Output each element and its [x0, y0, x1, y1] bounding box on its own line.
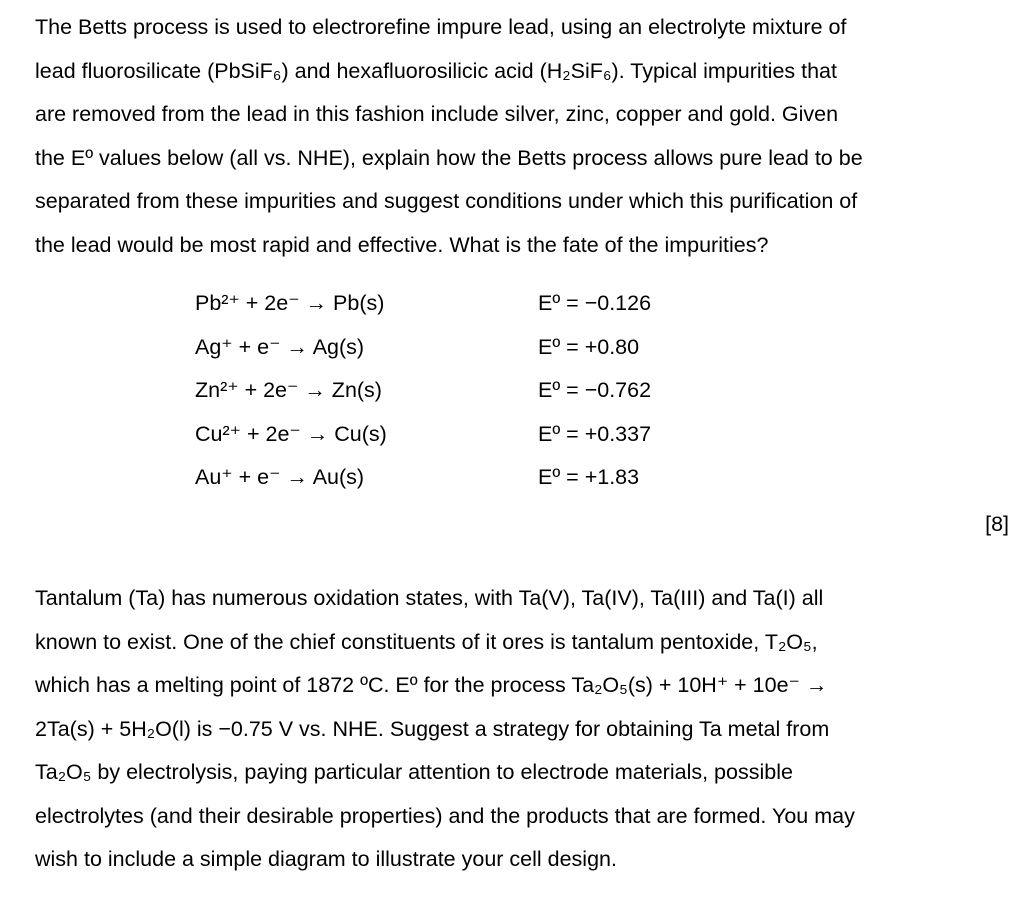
question-1-marks: [8] — [985, 512, 1009, 536]
question-2-line: which has a melting point of 1872 ºC. Eº for the process Ta₂O₅(s) + 10H⁺ + 10e⁻ → — [35, 673, 828, 697]
question-1-line: lead fluorosilicate (PbSiF₆) and hexafluorosilicic acid (H₂SiF₆). Typical impurities that — [35, 58, 837, 83]
reaction-equation: Au⁺ + e⁻ → Au(s) — [195, 465, 365, 489]
question-2-line: 2Ta(s) + 5H₂O(l) is −0.75 V vs. NHE. Suggest a strategy for obtaining Ta metal from — [35, 716, 830, 741]
question-1-line: The Betts process is used to electrorefine impure lead, using an electrolyte mixture of — [35, 15, 847, 39]
standard-potential: Eº = −0.126 — [538, 291, 652, 315]
reaction-equation: Zn²⁺ + 2e⁻ → Zn(s) — [195, 378, 382, 402]
question-2-text — [35, 577, 1010, 882]
question-2-line: wish to include a simple diagram to illustrate your cell design. — [35, 847, 617, 871]
reaction-equation: Pb²⁺ + 2e⁻ → Pb(s) — [195, 291, 385, 315]
question-2-line: Ta₂O₅ by electrolysis, paying particular attention to electrode materials, possible — [35, 760, 793, 784]
question-1-line: the lead would be most rapid and effective. What is the fate of the impurities? — [35, 232, 769, 257]
standard-potential: Eº = +1.83 — [538, 465, 640, 489]
question-1-line: are removed from the lead in this fashion include silver, zinc, copper and gold. Given — [35, 102, 839, 126]
standard-potential: Eº = +0.80 — [538, 334, 640, 359]
question-2-line: Tantalum (Ta) has numerous oxidation states, with Ta(V), Ta(IV), Ta(III) and Ta(I) all — [35, 586, 824, 610]
question-1-text — [35, 6, 1010, 267]
reaction-equation: Cu²⁺ + 2e⁻ → Cu(s) — [195, 421, 387, 446]
question-2-line: known to exist. One of the chief constituents of it ores is tantalum pentoxide, T₂O₅, — [35, 629, 818, 654]
standard-potential: Eº = +0.337 — [538, 421, 652, 446]
standard-potential: Eº = −0.762 — [538, 378, 652, 402]
question-1-line: the Eº values below (all vs. NHE), explain how the Betts process allows pure lead to be — [35, 145, 863, 170]
reaction-equation: Ag⁺ + e⁻ → Ag(s) — [195, 334, 365, 359]
question-2-line: electrolytes (and their desirable properties) and the products that are formed. You may — [35, 803, 855, 828]
question-1-line: separated from these impurities and suggest conditions under which this purification of — [35, 189, 858, 213]
